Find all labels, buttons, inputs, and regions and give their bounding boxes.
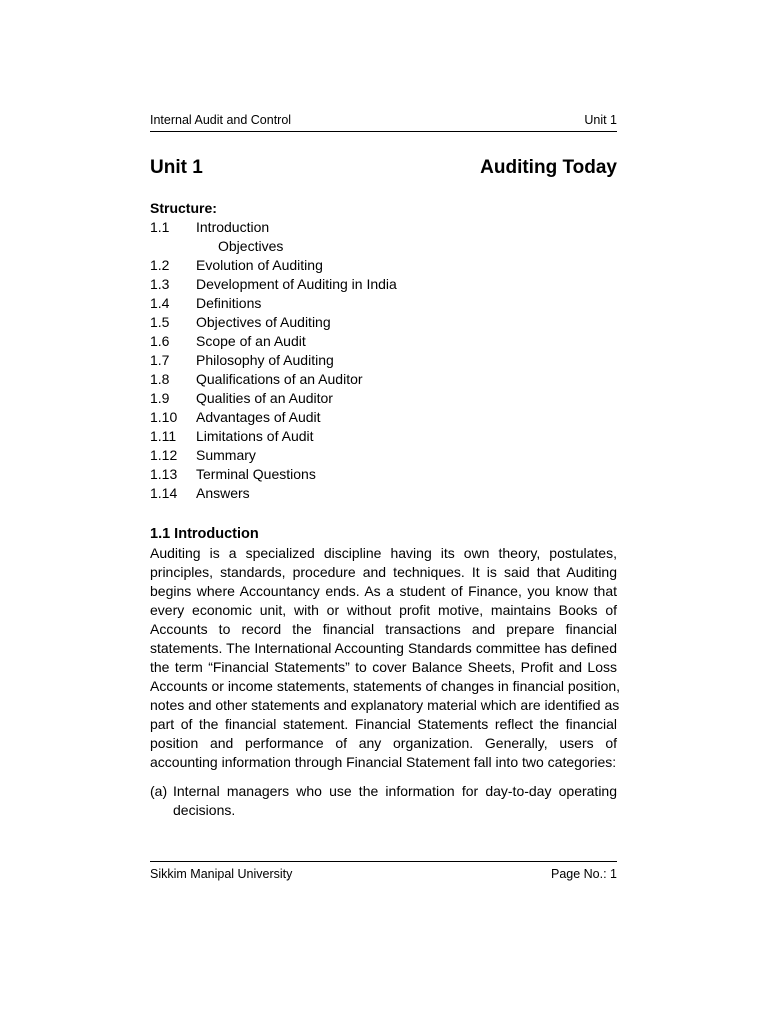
toc-entry [150,370,617,389]
toc-number: 1.12 [150,447,178,463]
paragraph-line: notes and other statements and explanatory material which are identified as [150,697,620,713]
list-text: decisions. [173,802,236,818]
toc-label: Qualifications of an Auditor [196,371,363,387]
toc-entry [150,332,617,351]
toc-number: 1.10 [150,409,178,425]
paragraph-line: part of the financial statement. Financial Statements reflect the financial [150,716,617,732]
toc-entry [150,256,617,275]
toc-number: 1.8 [150,371,170,387]
paragraph-line: every economic unit, with or without profit motive, maintains Books of [150,602,617,618]
toc-label: Objectives [218,238,284,254]
toc-label: Evolution of Auditing [196,257,323,273]
toc-label: Summary [196,447,256,463]
unit-title [150,157,617,183]
toc-entry [150,218,617,237]
toc-entry [150,484,617,503]
list-line [150,782,617,801]
list-line [150,801,617,820]
toc-entry [150,427,617,446]
toc-entry [150,465,617,484]
toc-entry [150,294,617,313]
toc-number: 1.14 [150,485,178,501]
list-marker: (a) [150,783,168,799]
toc-number: 1.7 [150,352,170,368]
list-item [150,782,617,820]
toc-entry [150,408,617,427]
toc-entry [150,275,617,294]
toc-label: Objectives of Auditing [196,314,331,330]
paragraph-line: principles, standards, procedure and techniques. It is said that Auditing [150,564,617,580]
list-text: Internal managers who use the information for day-to-day operating [173,783,617,799]
toc-label: Scope of an Audit [196,333,306,349]
toc-label: Qualities of an Auditor [196,390,333,406]
toc-number: 1.1 [150,219,170,235]
toc-label: Definitions [196,295,262,311]
toc-label: Philosophy of Auditing [196,352,334,368]
toc-number: 1.9 [150,390,170,406]
toc-number: 1.4 [150,295,170,311]
header-course-title: Internal Audit and Control [150,113,292,127]
structure-heading: Structure: [150,200,217,216]
paragraph-line: statements. The International Accounting Standards committee has defined [150,640,617,656]
toc-label: Development of Auditing in India [196,276,397,292]
header-unit-label: Unit 1 [584,113,617,127]
toc-number: 1.6 [150,333,170,349]
page-header [150,111,617,132]
paragraph-line: accounting information through Financial Statement fall into two categories: [150,754,617,770]
intro-paragraph [150,544,621,772]
toc-label: Answers [196,485,250,501]
toc-label: Introduction [196,219,270,235]
toc-number: 1.13 [150,466,178,482]
paragraph-line: Accounts to record the financial transactions and prepare financial [150,621,617,637]
toc-label: Advantages of Audit [196,409,321,425]
toc-label: Terminal Questions [196,466,316,482]
toc-number: 1.3 [150,276,170,292]
toc-label: Limitations of Audit [196,428,314,444]
section-heading: 1.1 Introduction [150,526,259,542]
paragraph-line: Auditing is a specialized discipline having its own theory, postulates, [150,545,617,561]
paragraph-line: the term “Financial Statements” to cover Balance Sheets, Profit and Loss [150,659,617,675]
footer-page-number: Page No.: 1 [550,867,617,881]
toc-entry [150,351,617,370]
page-footer [150,861,617,882]
toc-number: 1.11 [150,428,177,444]
paragraph-line: position and performance of any organization. Generally, users of [150,735,617,751]
table-of-contents [150,218,617,503]
paragraph-line: Accounts or income statements, statements of changes in financial position, [150,678,621,694]
paragraph-line: begins where Accountancy ends. As a student of Finance, you know that [150,583,617,599]
toc-entry [150,446,617,465]
unit-name: Auditing Today [480,157,617,178]
toc-entry [150,313,617,332]
toc-number: 1.5 [150,314,170,330]
footer-university: Sikkim Manipal University [150,867,293,881]
toc-entry [150,389,617,408]
toc-entry [150,237,617,256]
unit-number: Unit 1 [150,157,203,178]
toc-number: 1.2 [150,257,170,273]
